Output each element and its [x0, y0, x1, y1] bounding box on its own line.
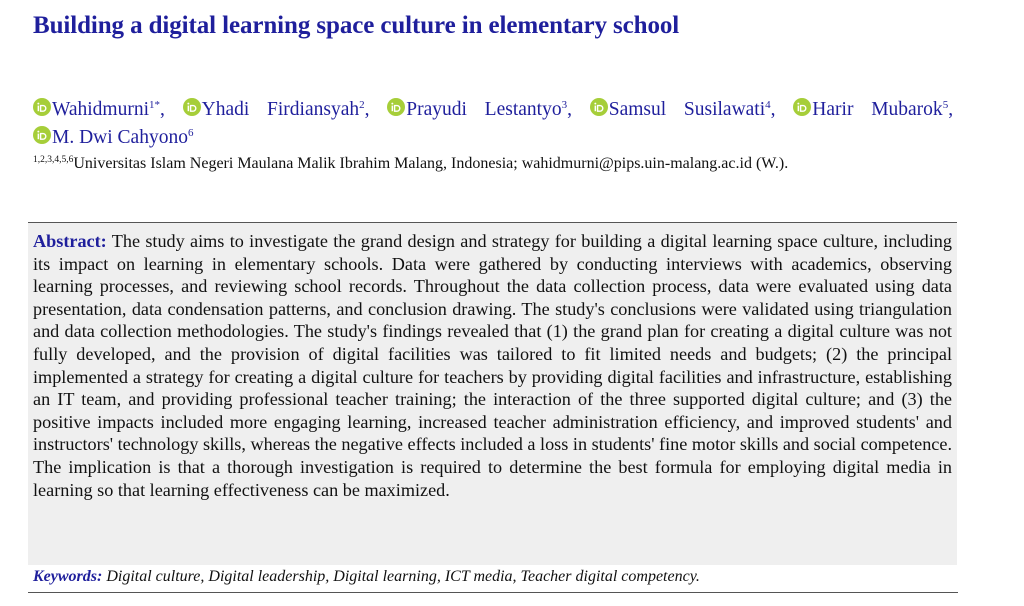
author-entry	[183, 99, 388, 120]
abstract-body: The study aims to investigate the grand design and strategy for building a digital learning space culture, including its impact on learning in elementary schools. Data were gathered by conducting interviews with academics, observing learning processes, and reviewing school records. Throughout the data collection process, data were evaluated using data presentation, data condensation patterns, and conclusion drawing. The study's conclusions were validated using triangulation and data collection methodologies. The study's findings revealed that (1) the grand plan for creating a digital culture was not fully developed, and the provision of digital facilities was tailored to fit limited needs and budgets; (2) the principal implemented a strategy for creating a digital culture for teachers by providing digital facilities and infrastructure, establishing an IT team, and providing professional teacher training; the interaction of the three supported digital culture; and (3) the positive impacts included more engaging learning, increased teacher administration efficiency, and improved students' and instructors' technology skills, whereas the negative effects included a loss in students' fine motor skills and social competence. The implication is that a thorough investigation is required to determine the best formula for employing digital media in learning so that learning effectiveness can be maximized.	[33, 231, 952, 500]
keywords-text: Digital culture, Digital leadership, Digital learning, ICT media, Teacher digital competency.	[106, 568, 700, 585]
author-affiliation-mark: 6	[187, 127, 194, 139]
paper-title: Building a digital learning space culture in elementary school	[33, 12, 680, 39]
author-entry	[33, 99, 183, 120]
abstract-box	[28, 222, 957, 565]
affiliation-marks: 1,2,3,4,5,6	[33, 155, 74, 165]
author-name[interactable]: Wahidmurni	[52, 99, 149, 120]
keywords-line	[33, 568, 957, 586]
author-affiliation-mark: 1*	[149, 99, 160, 111]
orcid-icon[interactable]	[33, 98, 51, 116]
abstract-label: Abstract:	[33, 231, 107, 251]
affiliation-line	[33, 155, 963, 173]
author-entry	[590, 99, 794, 120]
keywords-label: Keywords:	[33, 568, 103, 585]
orcid-icon[interactable]	[793, 98, 811, 116]
author-separator: ,	[160, 99, 183, 120]
affiliation-text: Universitas Islam Negeri Maulana Malik Ibrahim Malang, Indonesia; wahidmurni@pips.uin-malang.ac.id (W.).	[73, 155, 789, 172]
author-affiliation-mark: 5	[942, 99, 949, 111]
author-affiliation-mark: 3	[561, 99, 568, 111]
orcid-icon[interactable]	[590, 98, 608, 116]
author-name[interactable]: Yhadi Firdiansyah	[201, 99, 360, 120]
author-name[interactable]: Samsul Susilawati	[608, 99, 766, 120]
author-entry	[33, 127, 193, 148]
abstract-paragraph	[33, 230, 952, 501]
author-list	[33, 96, 953, 152]
orcid-icon[interactable]	[33, 126, 51, 144]
author-name[interactable]: M. Dwi Cahyono	[52, 127, 188, 148]
author-separator: ,	[364, 99, 388, 120]
author-name[interactable]: Harir Mubarok	[812, 99, 943, 120]
author-separator: ,	[770, 99, 794, 120]
author-separator: ,	[948, 99, 954, 120]
author-affiliation-mark: 2	[359, 99, 365, 111]
orcid-icon[interactable]	[387, 98, 405, 116]
author-affiliation-mark: 4	[765, 99, 771, 111]
author-name[interactable]: Prayudi Lestantyo	[406, 99, 562, 120]
orcid-icon[interactable]	[183, 98, 201, 116]
author-separator: ,	[567, 99, 590, 120]
author-entry	[387, 99, 589, 120]
bottom-divider	[28, 592, 958, 593]
